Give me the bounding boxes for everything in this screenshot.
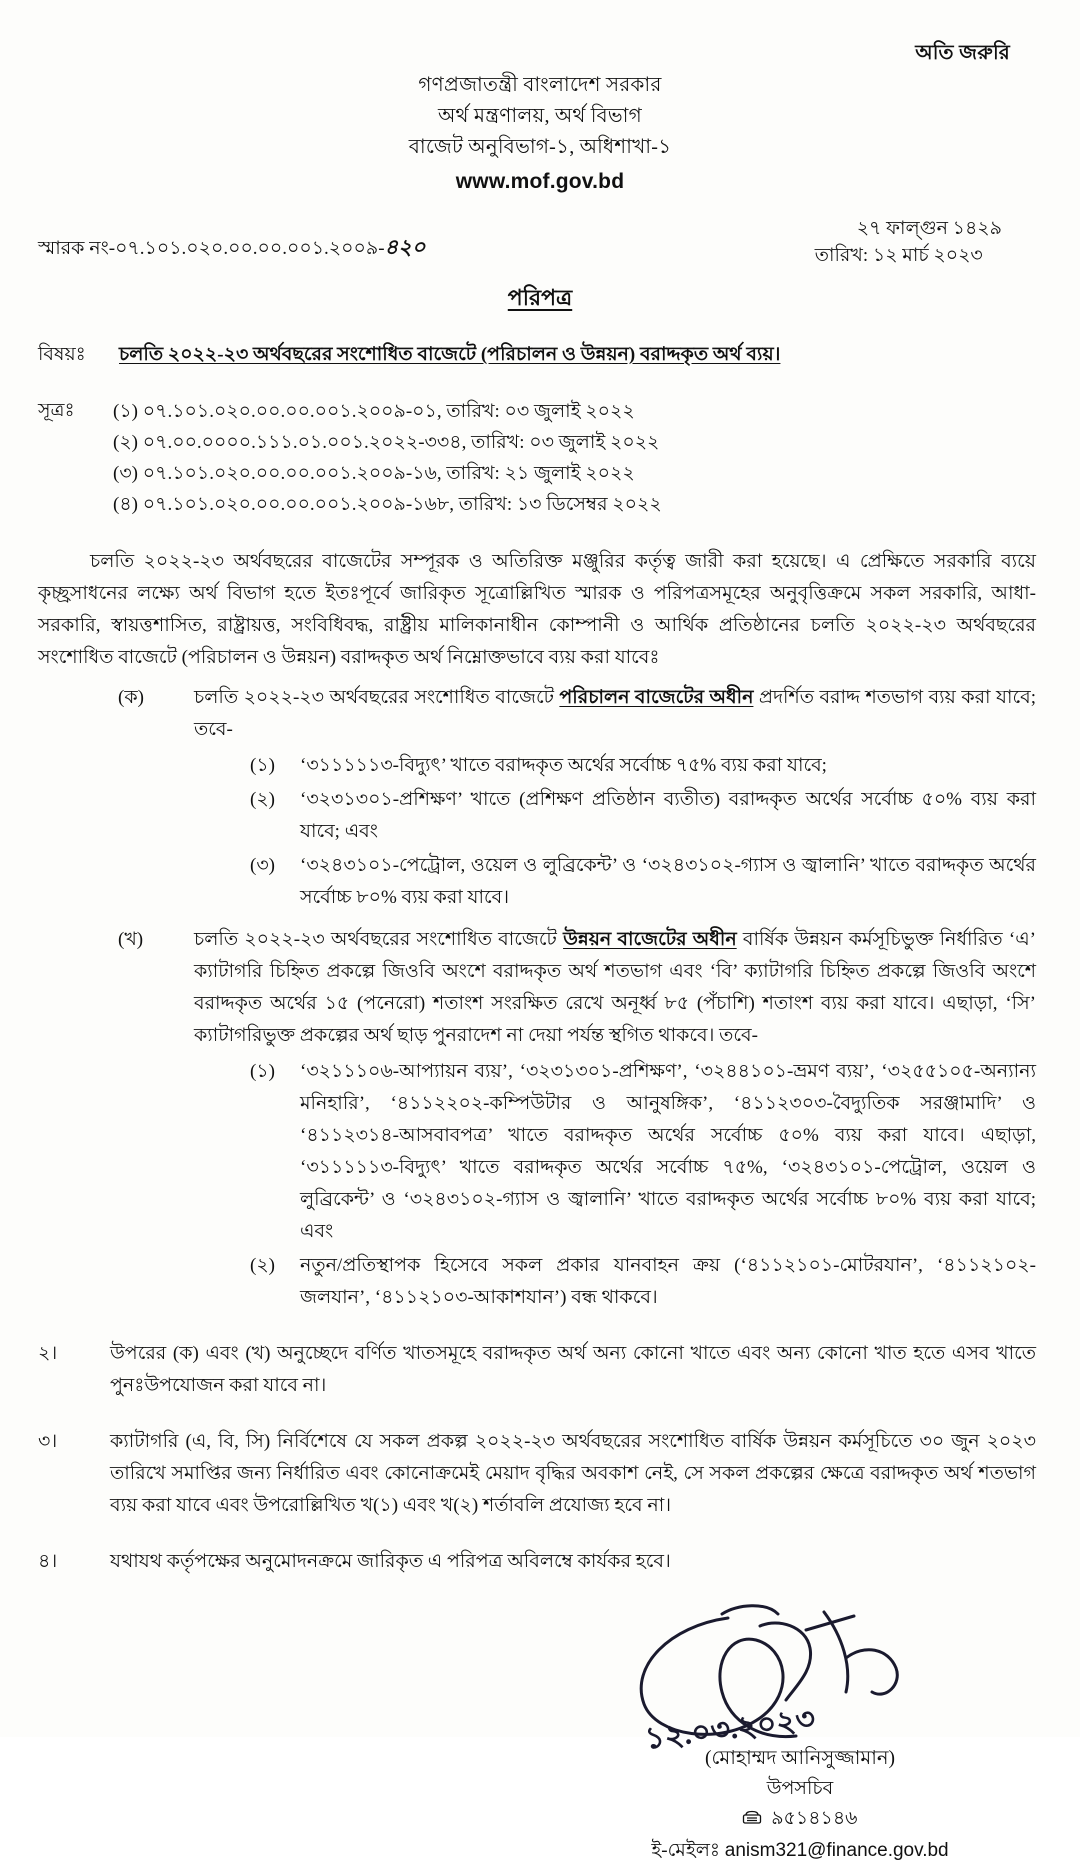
clause-ka-lead-post: প্রদর্শিত বরাদ্দ শতভাগ ব্যয় করা যাবে; তবে- xyxy=(194,687,1036,740)
subclause xyxy=(250,850,1036,914)
phone-icon xyxy=(742,1806,762,1836)
signature-block xyxy=(640,1744,960,1866)
clause-kha xyxy=(38,924,1036,1314)
intro-paragraph: চলতি ২০২২-২৩ অর্থবছরের বাজেটের সম্পূরক ও অতিরিক্ত মঞ্জুরির কর্তৃত্ব জারী করা হয়েছে। এ প্রেক্ষিতে সরকারি ব্যয়ে কৃচ্ছ্রসাধনের লক্ষ্যে অর্থ বিভাগ হতে ইতঃপূর্বে জারিকৃত সূত্রোল্লিখিত স্মারক ও পরিপত্রসমূহের অনুবৃত্তিক্রমে সকল সরকারি, আধা-সরকারি, স্বায়ত্তশাসিত, রাষ্ট্রায়ত্ত, সংবিধিবদ্ধ, রাষ্ট্রীয় মালিকানাধীন কোম্পানী ও আর্থিক প্রতিষ্ঠানের চলতি ২০২২-২৩ অর্থবছরের সংশোধিত বাজেটে (পরিচালন ও উন্নয়ন) বরাদ্দকৃত অর্থ নিম্নোক্তভাবে ব্যয় করা যাবেঃ xyxy=(38,551,1036,668)
subclause-marker: (১) xyxy=(250,755,275,776)
signature-zone xyxy=(0,1596,1080,1861)
list-item: (৪) ০৭.১০১.০২০.০০.০০.০০১.২০০৯-১৬৮, তারিখ: ১৩ ডিসেম্বর ২০২২ xyxy=(113,494,662,515)
memo-date-label: তারিখ: xyxy=(814,245,869,266)
letterhead xyxy=(0,0,1080,197)
clause-kha-text xyxy=(194,924,1036,1314)
references-list xyxy=(113,396,1080,520)
document-title: পরিপত্র xyxy=(507,285,573,310)
paragraph-2-number: ২। xyxy=(38,1343,58,1364)
signature-icon xyxy=(610,1596,930,1766)
list-item: (২) ০৭.০০.০০০০.১১১.০১.০০১.২০২২-৩৩৪, তারিখ: ০৩ জুলাই ২০২২ xyxy=(113,432,660,453)
signatory-name: (মোহাম্মদ আনিসুজ্জামান) xyxy=(705,1748,895,1769)
paragraph-4-number: ৪। xyxy=(38,1551,58,1572)
subclause-marker: (২) xyxy=(250,789,276,810)
clause-kha-lead-bold: উন্নয়ন বাজেটের অধীন xyxy=(563,929,737,950)
clause-ka xyxy=(38,682,1036,914)
govt-name: গণপ্রজাতন্ত্রী বাংলাদেশ সরকার xyxy=(418,74,662,96)
paragraph-4-text: যথাযথ কর্তৃপক্ষের অনুমোদনক্রমে জারিকৃত এ পরিপত্র অবিলম্বে কার্যকর হবে। xyxy=(110,1551,671,1572)
signatory-email-row xyxy=(640,1836,960,1866)
memo-line xyxy=(0,215,1080,277)
clause-ka-marker: (ক) xyxy=(118,687,144,708)
paragraph-4 xyxy=(38,1546,1036,1578)
list-item: (৩) ০৭.১০১.০২০.০০.০০.০০১.২০০৯-১৬, তারিখ: ২১ জুলাই ২০২২ xyxy=(113,463,635,484)
clause-ka-lead-bold: পরিচালন বাজেটের অধীন xyxy=(559,687,754,708)
paragraph-3-number: ৩। xyxy=(38,1431,58,1452)
handwritten-date: ১২.০৩.২০২৩ xyxy=(643,1702,818,1756)
paragraph-3 xyxy=(38,1426,1036,1522)
memo-date-english: ১২ মার্চ ২০২৩ xyxy=(872,245,983,266)
subclause xyxy=(250,784,1036,848)
urgent-stamp: অতি জরুরি xyxy=(915,42,1010,64)
signatory-email[interactable]: anism321@finance.gov.bd xyxy=(724,1840,949,1861)
signatory-phone-row xyxy=(640,1804,960,1836)
references-row xyxy=(0,396,1080,520)
subclause-text: ‘৩২১১১০৬-আপ্যায়ন ব্যয়’, ‘৩২৩১৩০১-প্রশিক্ষণ’, ‘৩২৪৪১০১-ভ্রমণ ব্যয়’, ‘৩২৫৫১০৫-অন্যান্য মনিহারি’, ‘৪১১২২০২-কম্পিউটার ও আনুষঙ্গিক’, ‘৪১১২৩০৩-বৈদ্যুতিক সরঞ্জামাদি’ ও ‘৪১১২৩১৪-আসবাবপত্র’ খাতে বরাদ্দকৃত অর্থের সর্বোচ্চ ৫০% ব্যয় করা যাবে। এছাড়া, ‘৩১১১১১৩-বিদ্যুৎ’ খাতে বরাদ্দকৃত অর্থের সর্বোচ্চ ৭৫%, ‘৩২৪৩১০১-পেট্রোল, ওয়েল ও লুব্রিকেন্ট’ ও ‘৩২৪৩১০২-গ্যাস ও জ্বালানি’ খাতে বরাদ্দকৃত অর্থের সর্বোচ্চ ৮০% ব্যয় করা যাবে; এবং xyxy=(300,1061,1036,1242)
paragraph-2-text: উপরের (ক) এবং (খ) অনুচ্ছেদে বর্ণিত খাতসমূহে বরাদ্দকৃত অর্থ অন্য কোনো খাতে এবং অন্য কোনো খাত হতে এসব খাতে পুনঃউপযোজন করা যাবে না। xyxy=(110,1343,1036,1396)
memo-date-bengali: ২৭ ফাল্গুন ১৪২৯ xyxy=(856,218,1002,239)
signatory-phone: ৯৫১৪১৪৬ xyxy=(771,1808,858,1829)
subclause-text: নতুন/প্রতিস্থাপক হিসেবে সকল প্রকার যানবাহন ক্রয় (‘৪১১২১০১-মোটরযান’, ‘৪১১২১০২-জলযান’, ‘৪১১২১০৩-আকাশযান’) বন্ধ থাকবে। xyxy=(300,1255,1036,1308)
signatory-designation: উপসচিব xyxy=(766,1778,834,1799)
references-label: সূত্রঃ xyxy=(38,400,75,421)
memo-number-label: স্মারক নং-০৭.১০১.০২০.০০.০০.০০১.২০০৯- xyxy=(38,238,385,259)
memo-date-row xyxy=(815,242,1002,269)
paragraph-2 xyxy=(38,1338,1036,1402)
email-label: ই-মেইলঃ xyxy=(651,1840,721,1861)
memo-date xyxy=(815,215,1002,269)
memo-number xyxy=(38,231,425,266)
memo-number-handwritten: ৪২০ xyxy=(384,235,426,259)
subclause xyxy=(250,750,1036,782)
division-name: বাজেট অনুবিভাগ-১, অধিশাখা-১ xyxy=(408,136,672,158)
subclause-marker: (৩) xyxy=(250,855,276,876)
subclause-text: ‘৩২৪৩১০১-পেট্রোল, ওয়েল ও লুব্রিকেন্ট’ ও ‘৩২৪৩১০২-গ্যাস ও জ্বালানি’ খাতে বরাদ্দকৃত অর্থের সর্বোচ্চ ৮০% ব্যয় করা যাবে। xyxy=(300,855,1036,908)
subclause xyxy=(250,1250,1036,1314)
subject-row xyxy=(0,340,1080,372)
subclause-marker: (২) xyxy=(250,1255,276,1276)
clause-kha-lead-post: বার্ষিক উন্নয়ন কর্মসূচিভুক্ত নির্ধারিত ‘এ’ ক্যাটাগরি চিহ্নিত প্রকল্পে জিওবি অংশে বরাদ্দকৃত অর্থ শতভাগ এবং ‘বি’ ক্যাটাগরি চিহ্নিত প্রকল্পে জিওবি অংশে বরাদ্দকৃত অর্থের ১৫ (পনেরো) শতাংশ সংরক্ষিত রেখে অনূর্ধ্ব ৮৫ (পঁচাশি) শতাংশ ব্যয় করা যাবে। এছাড়া, ‘সি’ ক্যাটাগরিভুক্ত প্রকল্পের অর্থ ছাড় পুনরাদেশ না দেয়া পর্যন্ত স্থগিত থাকবে। তবে- xyxy=(194,929,1036,1046)
clause-ka-text xyxy=(194,682,1036,914)
paragraph-3-text: ক্যাটাগরি (এ, বি, সি) নির্বিশেষে যে সকল প্রকল্প ২০২২-২৩ অর্থবছরের সংশোধিত বার্ষিক উন্নয়ন কর্মসূচিতে ৩০ জুন ২০২৩ তারিখে সমাপ্তির জন্য নির্ধারিত এবং কোনোক্রমেই মেয়াদ বৃদ্ধির অবকাশ নেই, সে সকল প্রকল্পের ক্ষেত্রে বরাদ্দকৃত অর্থ শতভাগ ব্যয় করা যাবে এবং উপরোল্লিখিত খ(১) এবং খ(২) শর্তাবলি প্রযোজ্য হবে না। xyxy=(110,1431,1036,1516)
subclause-marker: (১) xyxy=(250,1061,275,1082)
subclause xyxy=(250,1056,1036,1248)
subject-text: চলতি ২০২২-২৩ অর্থবছরের সংশোধিত বাজেটে (পরিচালন ও উন্নয়ন) বরাদ্দকৃত অর্থ ব্যয়। xyxy=(119,344,781,365)
ministry-name: অর্থ মন্ত্রণালয়, অর্থ বিভাগ xyxy=(438,105,642,127)
website-link[interactable]: www.mof.gov.bd xyxy=(455,170,625,193)
subclause-text: ‘৩১১১১১৩-বিদ্যুৎ’ খাতে বরাদ্দকৃত অর্থের সর্বোচ্চ ৭৫% ব্যয় করা যাবে; xyxy=(300,755,827,776)
subject-label: বিষয়ঃ xyxy=(38,344,86,365)
clause-ka-lead-pre: চলতি ২০২২-২৩ অর্থবছরের সংশোধিত বাজেটে xyxy=(194,687,560,708)
subclause-text: ‘৩২৩১৩০১-প্রশিক্ষণ’ খাতে (প্রশিক্ষণ প্রতিষ্ঠান ব্যতীত) বরাদ্দকৃত অর্থের সর্বোচ্চ ৫০% ব্যয় করা যাবে; এবং xyxy=(300,789,1036,842)
list-item: (১) ০৭.১০১.০২০.০০.০০.০০১.২০০৯-০১, তারিখ: ০৩ জুলাই ২০২২ xyxy=(113,401,635,422)
clause-kha-lead-pre: চলতি ২০২২-২৩ অর্থবছরের সংশোধিত বাজেটে xyxy=(194,929,564,950)
clause-kha-marker: (খ) xyxy=(118,929,144,950)
